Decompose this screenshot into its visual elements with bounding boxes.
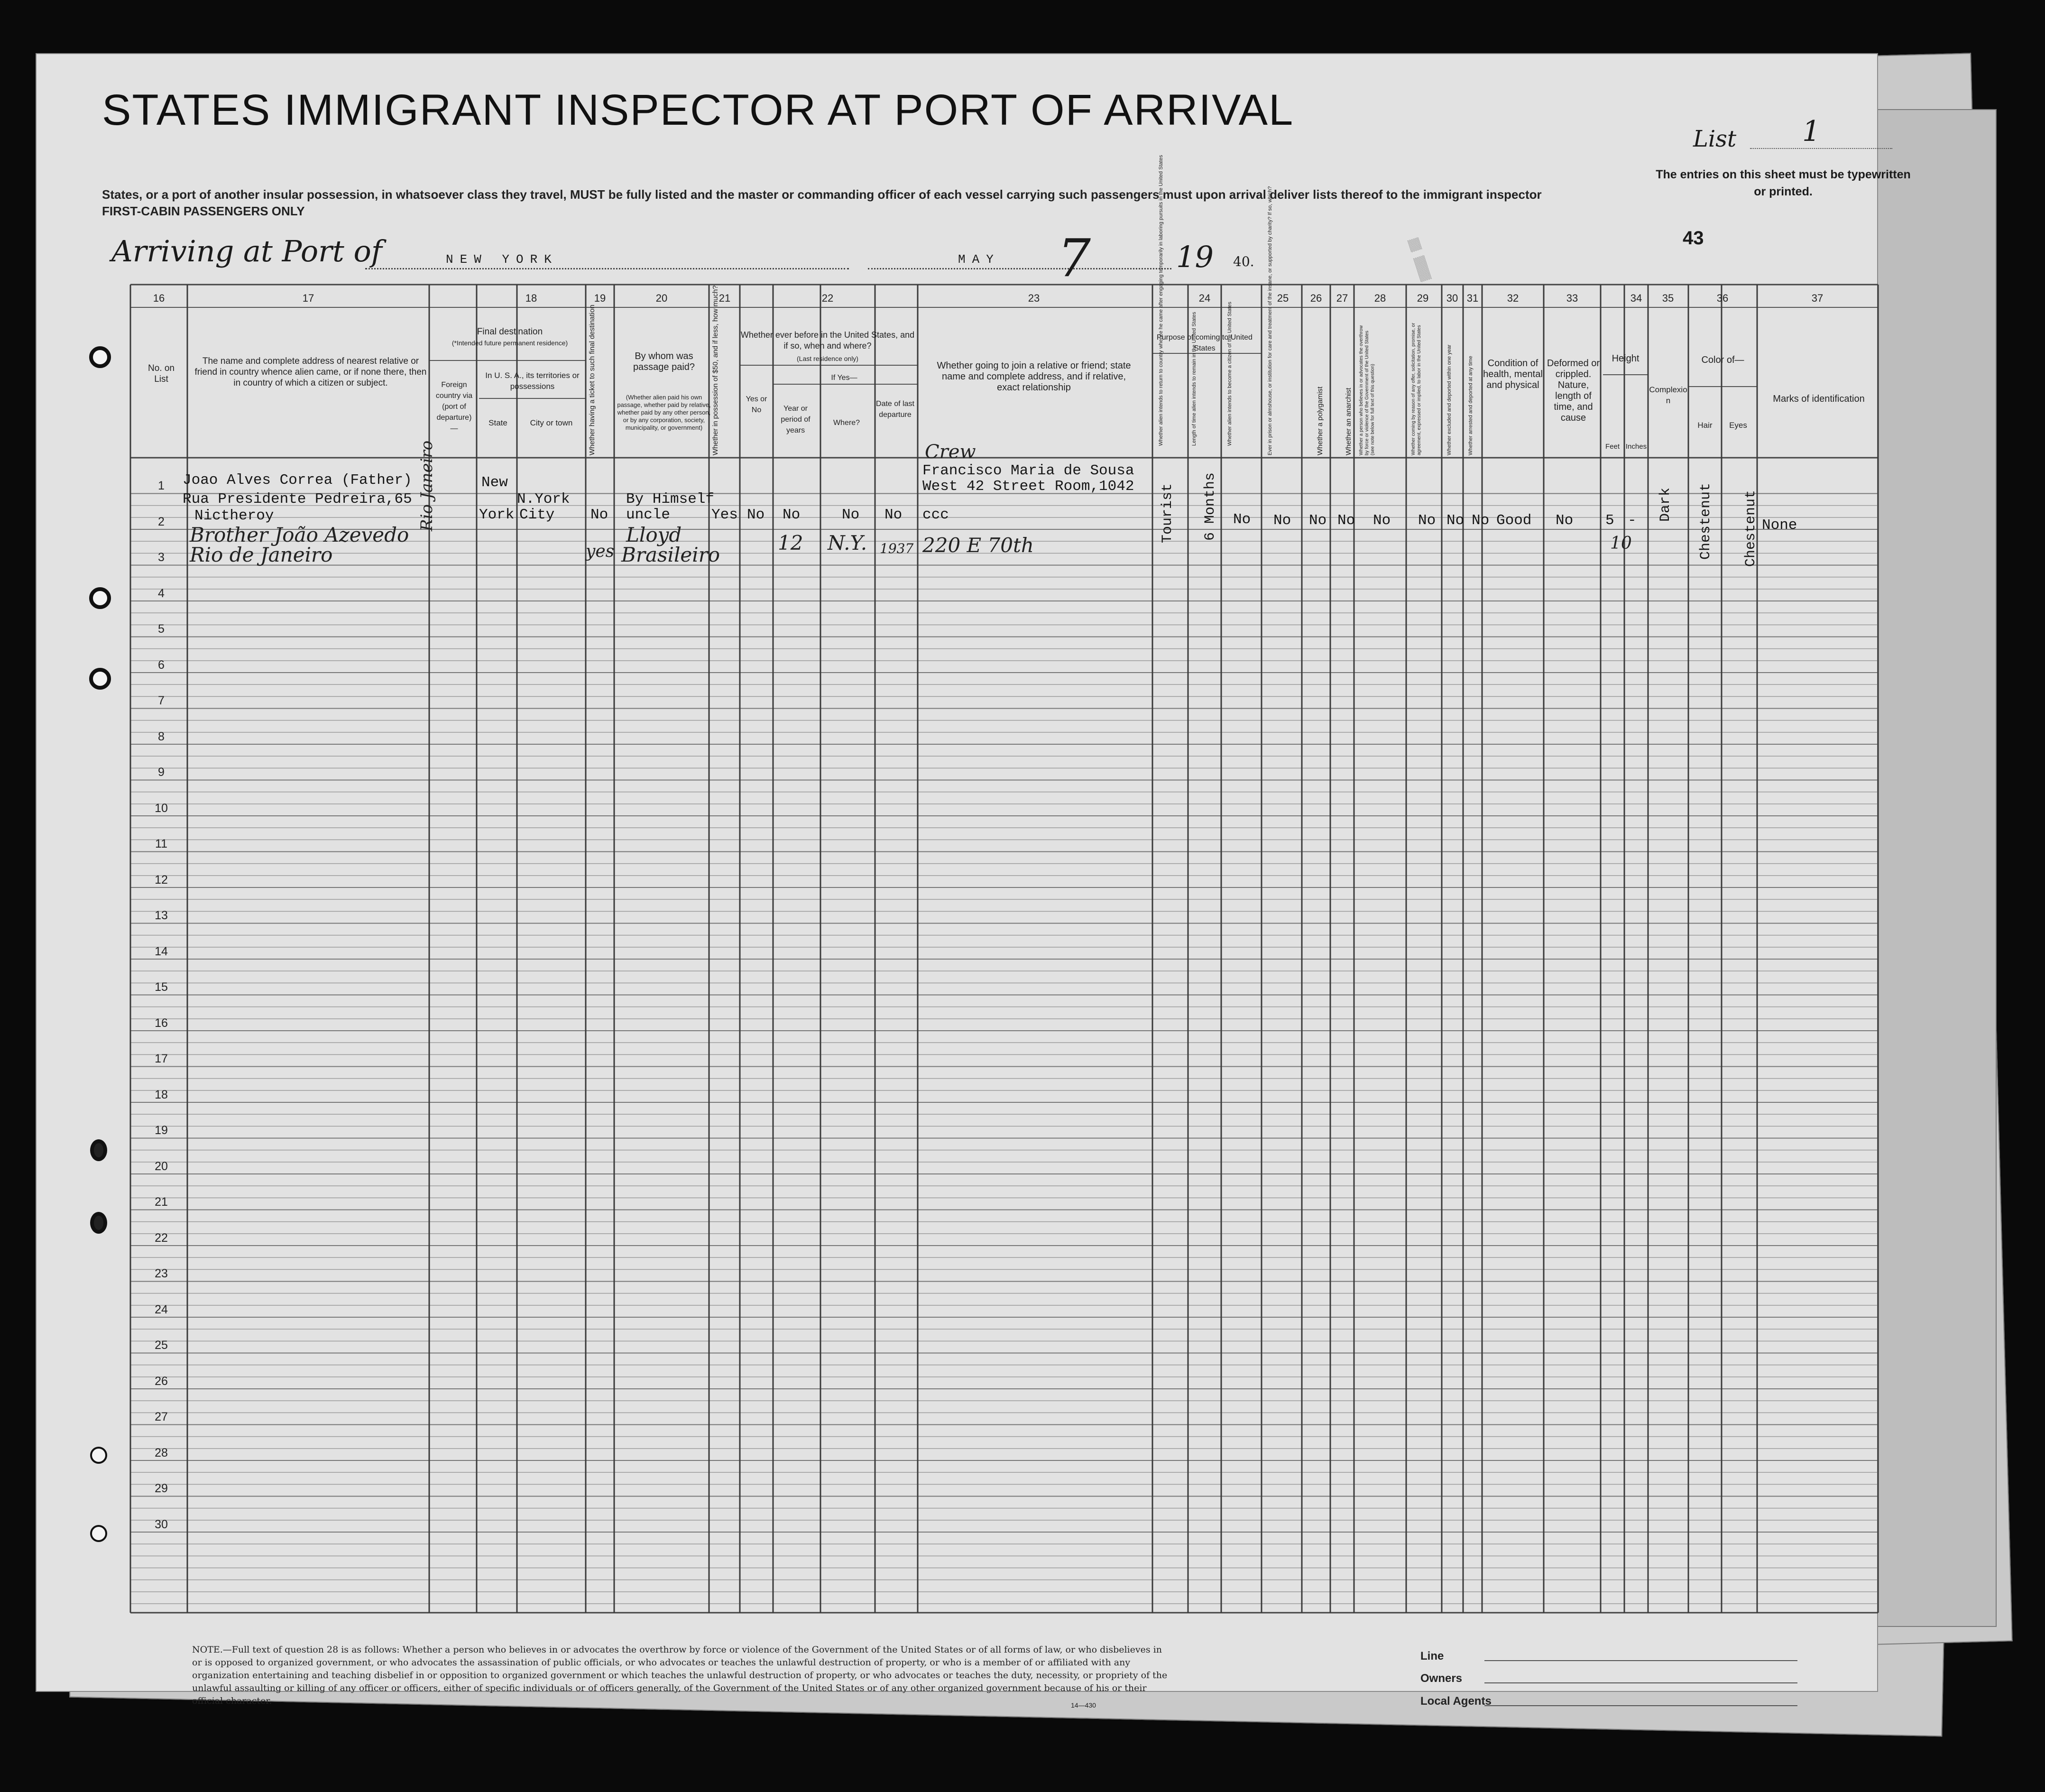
- entry1-deformed: No: [1556, 512, 1574, 529]
- typewritten-instructions: The entries on this sheet must be typewritten or printed.: [1656, 168, 1911, 198]
- column-number: 19: [594, 292, 606, 304]
- q30-header: Whether excluded and deported within one year: [1446, 344, 1452, 455]
- row-number: 21: [155, 1195, 168, 1209]
- row-number: 3: [158, 551, 165, 564]
- entry1-purpose-c: No: [1233, 511, 1251, 528]
- row-number: 18: [155, 1088, 168, 1101]
- row-number: 1: [158, 479, 165, 492]
- column-number: 31: [1466, 292, 1479, 304]
- foreign-country-header: Foreign country via (port of departure)—: [435, 381, 473, 433]
- entry1-passage-line2: uncle: [626, 507, 671, 523]
- column-number: 26: [1310, 292, 1322, 304]
- hair-header: Hair: [1697, 421, 1713, 430]
- row-number: 23: [155, 1267, 168, 1280]
- entry1-q30: No: [1446, 512, 1465, 529]
- final-destination-note: (*Intended future permanent residence): [451, 339, 568, 347]
- entry1-hair: Chestenut: [1698, 482, 1714, 560]
- date-departure-header: Date of last departure: [876, 400, 914, 419]
- state-header: State: [488, 418, 507, 427]
- entry1-passage-line1: By Himself: [626, 491, 715, 508]
- entry1-anarchist: No: [1337, 512, 1355, 529]
- ink-stamp: ▒▒ ▒▒▒▒: [1407, 237, 1432, 283]
- entry1-marks: None: [1762, 517, 1797, 534]
- owners-underline: [1484, 1682, 1797, 1683]
- column-number: 29: [1417, 292, 1429, 304]
- row-number: 14: [155, 944, 168, 958]
- entry1-q31: No: [1472, 512, 1490, 529]
- row-number: 24: [155, 1302, 168, 1316]
- column-number: 25: [1277, 292, 1289, 304]
- entry1-before-year: No: [783, 507, 801, 523]
- owners-label: Owners: [1420, 1672, 1463, 1685]
- column-number: 33: [1566, 292, 1578, 304]
- height-header: Height: [1612, 353, 1640, 364]
- entry1-city-line2: City: [519, 507, 555, 523]
- year-prefix: 19: [1176, 240, 1214, 274]
- year-suffix: 40.: [1233, 254, 1254, 269]
- if-yes-header: If Yes—: [831, 374, 857, 382]
- city-header: City or town: [530, 418, 573, 427]
- row-number: 22: [155, 1231, 168, 1245]
- column-number: 22: [821, 292, 834, 304]
- ticket-header: Whether having a ticket to such final destination: [588, 305, 596, 455]
- row-number: 8: [158, 730, 165, 743]
- purpose-c-header: Whether alien intends to become a citizen of the United States: [1227, 302, 1233, 446]
- entry1-relative-line3: Nictheroy: [194, 508, 274, 524]
- entry1-joining-line1: Francisco Maria de Sousa: [922, 462, 1134, 479]
- entry1-polygamist: No: [1309, 512, 1327, 529]
- q31-header: Whether arrested and deported at any time: [1468, 356, 1474, 455]
- entry2-relative-line1: Brother João Azevedo: [190, 523, 409, 546]
- row-number: 29: [155, 1482, 168, 1495]
- entry1-relative-line2: Rua Presidente Pedreira,65: [183, 491, 412, 508]
- agents-underline: [1484, 1705, 1797, 1706]
- entry1-purpose-a: Tourist: [1160, 483, 1176, 543]
- entry1-q28: No: [1373, 512, 1391, 529]
- prison-header: [1266, 323, 1274, 455]
- row-number: 16: [155, 1016, 168, 1030]
- purpose-header: Purpose of coming to United States: [1157, 333, 1253, 352]
- entry1-health: Good: [1496, 512, 1532, 529]
- row-number: 19: [155, 1124, 168, 1137]
- row-number: 25: [155, 1339, 168, 1352]
- row-number: 12: [155, 873, 168, 887]
- relative-abroad-header: The name and complete address of nearest relative or friend in country whence alien came, or if none there, then in country of which a citizen or subject.: [194, 356, 427, 388]
- purpose-a-header: [1157, 360, 1165, 446]
- passage-note: (Whether alien paid his own passage, whether paid by relative, whether paid by any other person, or by any corporation, society, municipality, or government): [617, 394, 711, 431]
- polygamist-header: Whether a polygamist: [1316, 386, 1324, 455]
- month-value: MAY: [958, 252, 1000, 267]
- column-number: 27: [1336, 292, 1348, 304]
- q28-header: Whether a person who believes in or advocates the overthrow by force or violence of the Government of the United States (see note below for full text of this question): [1359, 325, 1375, 455]
- entry1-q29: No: [1418, 512, 1436, 529]
- entry2-before-year: 12: [778, 531, 803, 554]
- entry1-city-line1: N.York: [517, 491, 570, 508]
- row-number: 6: [158, 658, 165, 672]
- entry1-joining-line3: ccc: [922, 507, 949, 523]
- row-number: 13: [155, 909, 168, 922]
- entry1-foreign-port: Rio Janeiro: [417, 440, 436, 531]
- row-number: 11: [155, 837, 167, 850]
- column-number: 16: [153, 292, 165, 304]
- entry1-complexion: Dark: [1658, 487, 1674, 522]
- question-28-note: NOTE.—Full text of question 28 is as follows: Whether a person who believes in or advocates the overthrow by force or violence of the Government of the United States or of all forms of law, or who disbelieves in or is opposed to organized government, or who advocates the assassination of public officials, or who advocates or teaches the unlawful destruction of property, or who is a member of or affiliated with any organization entertaining and teaching disbelief in or opposition to organized government or which teaches the unlawful destruction of property, or who advocates or teaches the duty, necessity, or propriety of the unlawful assaulting or killing of any officer or officers, either of specific individuals or of officers generally, of the Government of the United States or of any other organized government because of his or their official character.: [192, 1644, 1168, 1706]
- note-form-code: 14—430: [1071, 1701, 1096, 1709]
- color-of-header: Color of—: [1701, 355, 1744, 365]
- column-number: 37: [1811, 292, 1824, 304]
- last-residence-note: (Last residence only): [797, 355, 858, 362]
- year-period-header: Year or period of years: [781, 405, 811, 434]
- entry1-before-where: No: [842, 507, 860, 523]
- column-number: 20: [655, 292, 668, 304]
- row-number: 2: [158, 515, 165, 528]
- column-number: 21: [719, 292, 731, 304]
- column-number: 32: [1507, 292, 1519, 304]
- entry2-ticket: yes: [586, 542, 615, 561]
- feet-header: Feet: [1605, 443, 1620, 451]
- eyes-header: Eyes: [1729, 421, 1747, 430]
- passage-paid-header: By whom was passage paid?: [633, 351, 695, 372]
- entry1-relative-line1: Joao Alves Correa (Father): [183, 472, 412, 489]
- fifty-dollars-header: Whether in possession of $50, and if less, how much?: [711, 285, 719, 455]
- entry1-before-date: No: [884, 507, 903, 523]
- entry1-fifty: Yes: [711, 507, 738, 523]
- entry2-relative-line2: Rio de Janeiro: [190, 543, 333, 566]
- entry1-joining-line2: West 42 Street Room,1042: [922, 478, 1134, 495]
- column-number: 35: [1662, 292, 1674, 304]
- entry1-before-yes-no: No: [747, 507, 765, 523]
- port-value: NEW YORK: [446, 252, 558, 267]
- column-number: 17: [302, 292, 314, 304]
- entry1-feet: 5: [1605, 512, 1614, 529]
- column-number: 23: [1028, 292, 1040, 304]
- entry1-ticket: No: [590, 507, 608, 523]
- entry1-inches: -: [1628, 512, 1637, 529]
- list-value: 1: [1802, 115, 1821, 148]
- entry1-state-line1: New: [481, 474, 508, 491]
- joining-header: Whether going to join a relative or friend; state name and complete address, and if relative, exact relationship: [937, 360, 1131, 393]
- health-header: Condition of health, mental and physical: [1483, 358, 1543, 390]
- entry1-eyes: Chestenut: [1743, 490, 1759, 567]
- row-number: 20: [155, 1159, 168, 1173]
- row-number: 7: [158, 694, 165, 707]
- row-number: 17: [155, 1052, 168, 1065]
- row-number: 30: [155, 1517, 168, 1531]
- local-agents-label: Local Agents: [1420, 1695, 1492, 1708]
- entry1-state-line2: York: [479, 507, 515, 523]
- yes-no-header: Yes or No: [746, 395, 767, 414]
- row-number: 5: [158, 622, 165, 636]
- before-in-us-header: Whether ever before in the United States, and if so, when and where?: [740, 330, 915, 351]
- line-label: Line: [1420, 1650, 1444, 1663]
- q29-header: Whether coming by reason of any offer, solicitation, promise, or agreement, expressed or implied, to labor in the United States: [1411, 323, 1422, 455]
- column-number: 28: [1374, 292, 1386, 304]
- column-number: 18: [525, 292, 537, 304]
- row-number: 27: [155, 1410, 168, 1423]
- day-value: 7: [1058, 228, 1091, 288]
- page-title: STATES IMMIGRANT INSPECTOR AT PORT OF ARRIVAL: [102, 86, 1294, 134]
- row-number: 10: [155, 801, 168, 815]
- row-number: 26: [155, 1374, 168, 1388]
- where-header: Where?: [833, 419, 860, 427]
- column-number: 34: [1630, 292, 1642, 304]
- entry2-joining: 220 E 70th: [922, 534, 1034, 557]
- row-number: 9: [158, 766, 165, 779]
- row-number: 4: [158, 586, 165, 600]
- sheet-number: 43: [1683, 228, 1704, 249]
- column-number: 24: [1198, 292, 1211, 304]
- entry2-passage-line2: Brasileiro: [621, 543, 720, 566]
- row-number: 28: [155, 1446, 168, 1459]
- line-underline: [1484, 1660, 1797, 1661]
- list-label: List: [1693, 126, 1737, 152]
- column-number: 36: [1716, 292, 1729, 304]
- complexion-header: Complexion: [1649, 385, 1687, 405]
- inches-header: Inches: [1625, 443, 1647, 451]
- anarchist-header: Whether an anarchist: [1345, 388, 1353, 455]
- entry1-prison: No: [1273, 512, 1291, 529]
- class-line: FIRST-CABIN PASSENGERS ONLY: [102, 204, 305, 218]
- entry2-before-where: N.Y.: [828, 531, 867, 554]
- entry1-purpose-b: 6 Months: [1202, 472, 1218, 541]
- row-number: 15: [155, 980, 168, 994]
- no-on-list-header: No. on List: [148, 363, 175, 384]
- entry2-annotation: Crew: [925, 441, 976, 463]
- entry2-before-date: 1937: [880, 541, 914, 556]
- entry2-inches: 10: [1610, 534, 1632, 553]
- subtitle: States, or a port of another insular possession, in whatsoever class they travel, MUST be fully listed and the master or commanding officer of each vessel carrying such passengers must upon arrival deliver lists thereof to the immigrant inspector: [102, 187, 1542, 202]
- column-number: 30: [1446, 292, 1458, 304]
- in-usa-header: In U. S. A., its territories or possessions: [485, 371, 580, 391]
- deformed-header: Deformed or crippled. Nature, length of time, and cause: [1547, 358, 1600, 423]
- marks-header: Marks of identification: [1773, 394, 1865, 404]
- arriving-label: Arriving at Port of: [111, 234, 382, 268]
- entry2-passage-line1: Lloyd: [626, 523, 682, 546]
- final-destination-header: Final destination: [477, 327, 543, 337]
- purpose-b-header: Length of time alien intends to remain in the United States: [1191, 312, 1197, 446]
